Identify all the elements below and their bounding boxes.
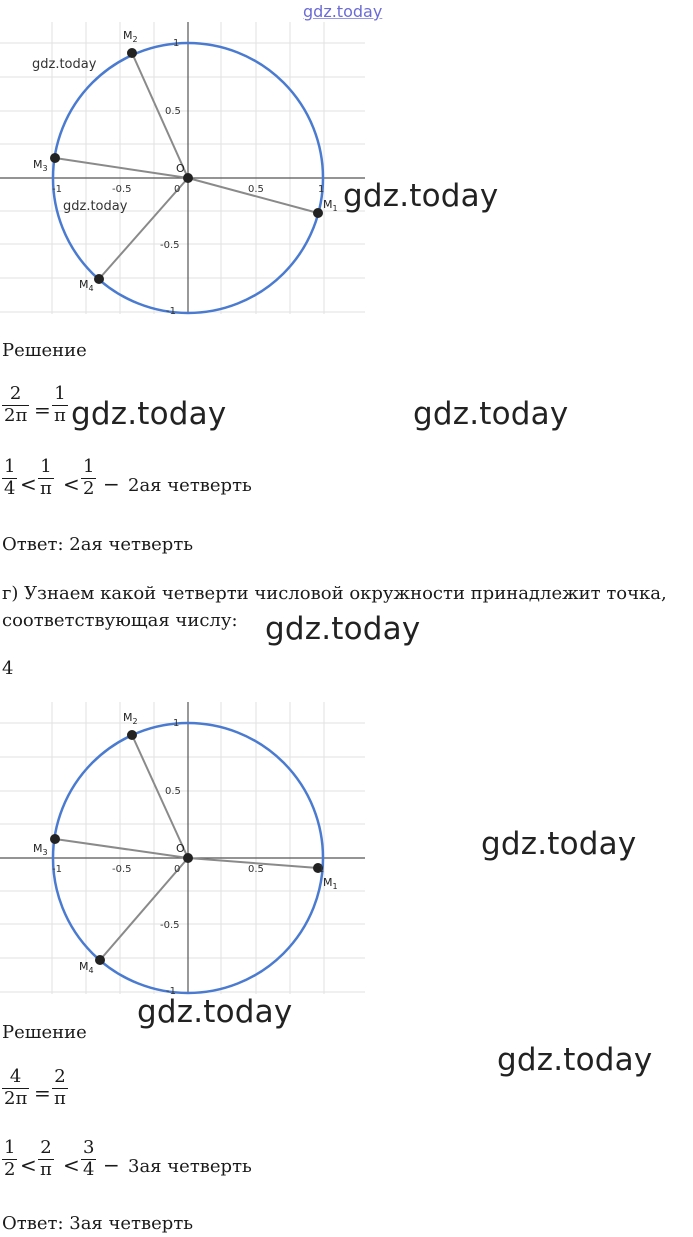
- numerator: 2: [9, 383, 22, 404]
- dash: −: [103, 472, 120, 496]
- fraction-1-over-pi-ineq: [38, 457, 54, 499]
- result-quarter-v: 2ая четверть: [128, 475, 252, 496]
- equals-sign: =: [34, 398, 51, 422]
- denominator: 2π: [4, 1087, 28, 1109]
- point-m3: [50, 834, 60, 844]
- label-m2: $M_2$: [123, 711, 138, 726]
- label-m4: $M_4$: [79, 278, 94, 293]
- result-quarter-g: 3ая четверть: [128, 1156, 252, 1177]
- watermark-question: gdz.today: [265, 611, 421, 647]
- denominator: 4: [4, 477, 16, 499]
- numerator: 4: [9, 1066, 22, 1087]
- fraction-1-over-4: [2, 457, 17, 499]
- numerator: 3: [83, 1137, 95, 1158]
- radii: [55, 735, 318, 960]
- watermark-graph1-a: gdz.today: [32, 57, 97, 72]
- watermark-solution-g-right: gdz.today: [497, 1042, 653, 1078]
- point-m2: [127, 730, 137, 740]
- numerator: 2: [40, 1137, 52, 1158]
- tick-x-05: 0.5: [248, 864, 264, 875]
- denominator: 2: [4, 1158, 16, 1180]
- denominator: 2π: [4, 404, 28, 426]
- point-m2: [127, 48, 137, 58]
- dash-g: −: [103, 1153, 120, 1177]
- point-m4: [94, 274, 104, 284]
- tick-x-1: 1: [318, 864, 325, 875]
- less-than-2-g: <: [63, 1153, 80, 1177]
- number-4: 4: [2, 658, 14, 679]
- tick-x-neg05: -0.5: [112, 864, 132, 875]
- point-m1: [313, 208, 323, 218]
- watermark-eq-a: gdz.today: [71, 396, 227, 432]
- fraction-2-over-pi: [52, 1067, 68, 1109]
- denominator: π: [54, 404, 66, 426]
- radii: [55, 53, 318, 279]
- label-o: O: [176, 842, 185, 855]
- label-m2: $M_2$: [123, 29, 138, 44]
- tick-x-05: 0.5: [248, 184, 264, 195]
- tick-y-neg05: -0.5: [160, 920, 180, 931]
- solution-heading-v: Решение: [2, 340, 87, 361]
- fraction-3-over-4: [81, 1138, 96, 1180]
- tick-x-0: 0: [174, 864, 181, 875]
- question-g-line2: соответствующая числу:: [2, 610, 238, 631]
- tick-x-neg1: -1: [52, 864, 62, 875]
- denominator: 2: [83, 477, 95, 499]
- tick-x-neg1: -1: [52, 184, 62, 195]
- label-m3: $M_3$: [33, 158, 48, 173]
- label-m4: $M_4$: [79, 960, 94, 975]
- question-g-line1: г) Узнаем какой четверти числовой окружности принадлежит точка,: [2, 583, 667, 604]
- fraction-1-over-2: [81, 457, 96, 499]
- less-than-1: <: [20, 472, 37, 496]
- denominator: π: [40, 477, 52, 499]
- fraction-1-over-pi: [52, 384, 68, 426]
- tick-y-05: 0.5: [165, 786, 181, 797]
- less-than-2: <: [63, 472, 80, 496]
- fraction-4-over-2pi: [2, 1067, 29, 1109]
- label-m3: $M_3$: [33, 842, 48, 857]
- denominator: π: [54, 1087, 66, 1109]
- numerator: 1: [40, 456, 52, 477]
- fraction-2-over-2pi: [2, 384, 29, 426]
- numerator: 1: [4, 1137, 16, 1158]
- watermark-top: gdz.today: [303, 2, 383, 21]
- label-m1: $M_1$: [323, 876, 338, 891]
- watermark-eq-b: gdz.today: [413, 396, 569, 432]
- fraction-2-over-pi-ineq: [38, 1138, 54, 1180]
- tick-y-neg1: -1: [166, 986, 176, 997]
- watermark-graph1-c: gdz.today: [343, 178, 499, 214]
- numerator: 1: [54, 383, 66, 404]
- less-than-1-g: <: [20, 1153, 37, 1177]
- watermark-graph2: gdz.today: [481, 826, 637, 862]
- tick-x-0: 0: [174, 184, 181, 195]
- unit-circle-graph-2: [0, 702, 368, 998]
- tick-x-neg05: -0.5: [112, 184, 132, 195]
- tick-y-neg05: -0.5: [160, 240, 180, 251]
- equals-sign-g: =: [34, 1081, 51, 1105]
- denominator: π: [40, 1158, 52, 1180]
- tick-y-neg1: -1: [166, 306, 176, 317]
- answer-g: Ответ: 3ая четверть: [2, 1213, 194, 1234]
- point-m4: [95, 955, 105, 965]
- watermark-graph1-b: gdz.today: [63, 199, 128, 214]
- numerator: 2: [54, 1066, 66, 1087]
- fraction-1-over-2-g: [2, 1138, 17, 1180]
- tick-y-05: 0.5: [165, 106, 181, 117]
- tick-y-1: 1: [173, 718, 180, 729]
- watermark-solution-g: gdz.today: [137, 994, 293, 1030]
- tick-y-1: 1: [173, 38, 180, 49]
- answer-v: Ответ: 2ая четверть: [2, 534, 194, 555]
- label-o: O: [176, 162, 185, 175]
- solution-heading-g: Решение: [2, 1022, 87, 1043]
- point-m3: [50, 153, 60, 163]
- tick-x-1: 1: [318, 184, 325, 195]
- numerator: 1: [4, 456, 16, 477]
- label-m1: $M_1$: [323, 198, 338, 213]
- denominator: 4: [83, 1158, 95, 1180]
- numerator: 1: [83, 456, 95, 477]
